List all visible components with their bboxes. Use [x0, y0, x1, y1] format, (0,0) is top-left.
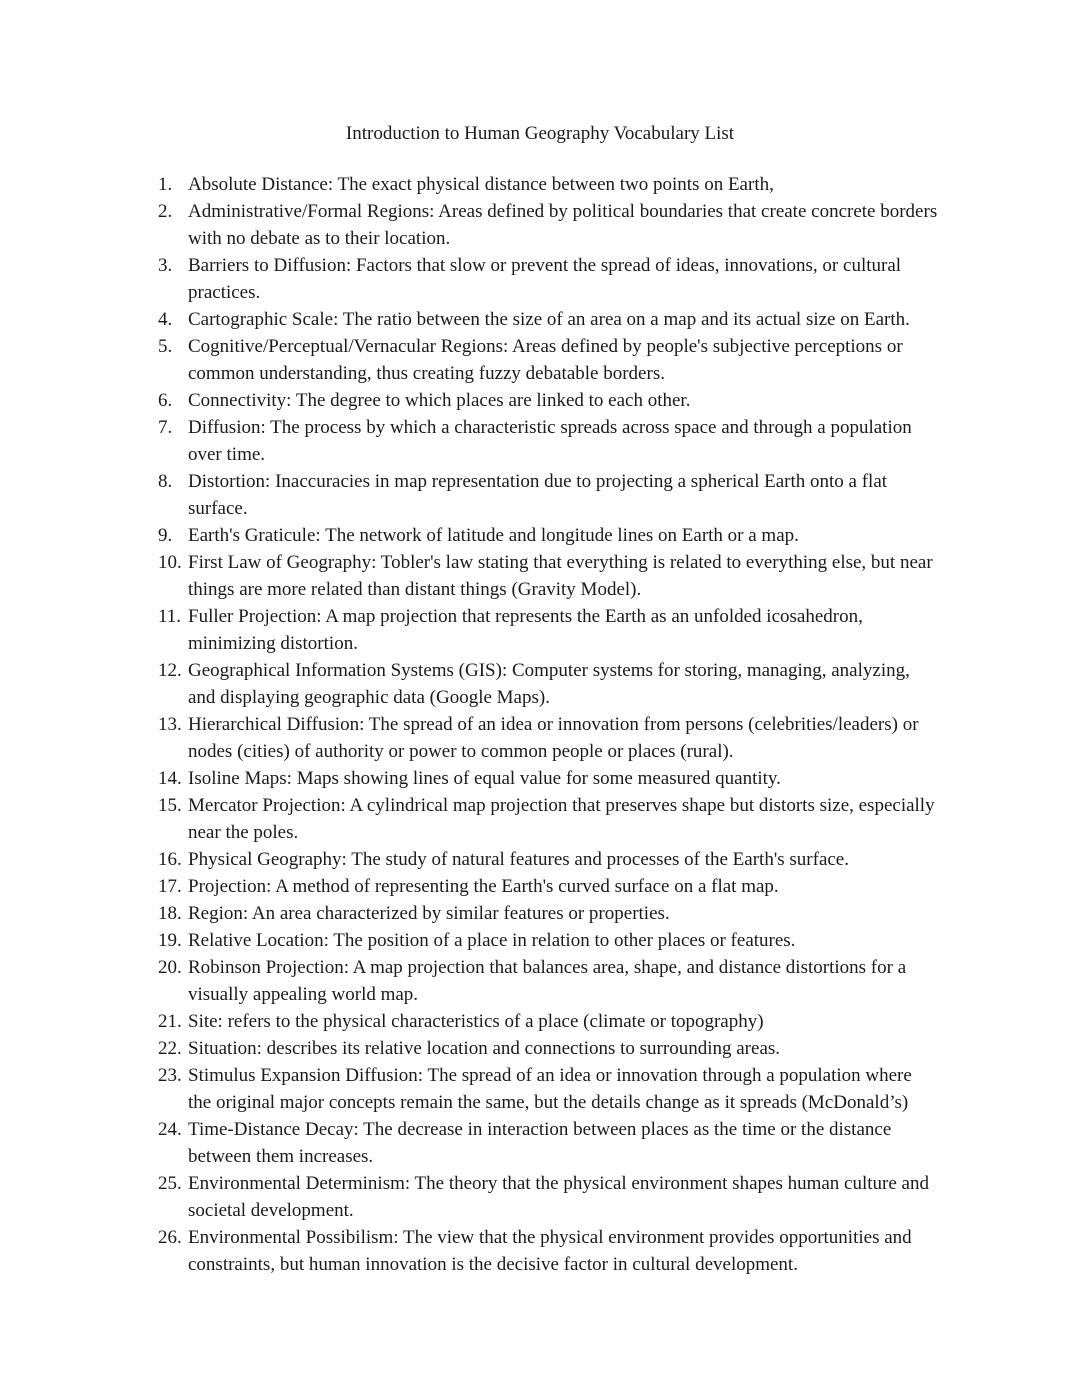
vocab-item-text: Projection: A method of representing the Earth's curved surface on a flat map.	[188, 876, 779, 897]
vocab-list-item	[158, 333, 1080, 387]
vocab-item-text: Administrative/Formal Regions: Areas defined by political boundaries that create concrete borders with no debate as to their location.	[188, 201, 938, 249]
vocab-item-text: Cognitive/Perceptual/Vernacular Regions: Areas defined by people's subjective perceptions or common understanding, thus creating fuzzy debatable borders.	[188, 336, 903, 384]
vocab-item-number: 16.	[158, 849, 182, 870]
vocab-item-number: 19.	[158, 930, 182, 951]
vocab-list-item	[158, 171, 1080, 198]
vocab-item-text: Isoline Maps: Maps showing lines of equal value for some measured quantity.	[188, 768, 781, 789]
vocab-item-number: 5.	[158, 336, 173, 357]
vocab-list-item	[158, 468, 1080, 522]
vocab-item-text: Relative Location: The position of a place in relation to other places or features.	[188, 930, 796, 951]
vocab-list-item	[158, 414, 1080, 468]
vocab-list-item	[158, 1062, 1080, 1116]
vocab-list-item	[158, 846, 1080, 873]
vocab-list-item	[158, 900, 1080, 927]
vocab-item-text: Robinson Projection: A map projection that balances area, shape, and distance distortions for a visually appealing world map.	[188, 957, 907, 1005]
vocab-list-item	[158, 1008, 1080, 1035]
vocab-item-text: Site: refers to the physical characteristics of a place (climate or topography)	[188, 1011, 764, 1032]
vocab-item-number: 8.	[158, 471, 173, 492]
vocab-item-text: Environmental Possibilism: The view that the physical environment provides opportunities and constraints, but human innovation is the decisive factor in cultural development.	[188, 1227, 912, 1275]
vocab-item-text: Mercator Projection: A cylindrical map projection that preserves shape but distorts size, especially near the poles.	[188, 795, 935, 843]
vocab-item-number: 18.	[158, 903, 182, 924]
vocab-item-number: 9.	[158, 525, 173, 546]
vocab-list-item	[158, 549, 1080, 603]
vocab-item-text: Hierarchical Diffusion: The spread of an idea or innovation from persons (celebrities/leaders) or nodes (cities) of authority or power to common people or places (rural).	[188, 714, 919, 762]
vocab-item-number: 11.	[158, 606, 182, 627]
vocab-item-number: 14.	[158, 768, 182, 789]
vocab-list-item	[158, 387, 1080, 414]
vocab-item-number: 1.	[158, 174, 173, 195]
document-title: Introduction to Human Geography Vocabulary List	[345, 123, 735, 144]
vocab-list-item	[158, 792, 1080, 846]
vocab-list-item	[158, 954, 1080, 1008]
vocab-item-number: 23.	[158, 1065, 182, 1086]
vocab-item-number: 25.	[158, 1173, 182, 1194]
vocab-list-item	[158, 1224, 1080, 1278]
vocab-item-text: Geographical Information Systems (GIS): Computer systems for storing, managing, analyzing, and displaying geographic data (Google Maps).	[188, 660, 910, 708]
vocab-item-number: 4.	[158, 309, 173, 330]
vocab-item-text: Cartographic Scale: The ratio between the size of an area on a map and its actual size on Earth.	[188, 309, 910, 330]
vocab-list-item	[158, 522, 1080, 549]
vocab-item-number: 12.	[158, 660, 182, 681]
vocab-list-item	[158, 252, 1080, 306]
vocab-item-text: Absolute Distance: The exact physical distance between two points on Earth,	[188, 174, 774, 195]
vocab-item-text: Fuller Projection: A map projection that represents the Earth as an unfolded icosahedron, minimizing distortion.	[188, 606, 863, 654]
vocab-item-text: First Law of Geography: Tobler's law stating that everything is related to everything else, but near things are more related than distant things (Gravity Model).	[188, 552, 933, 600]
vocab-item-number: 6.	[158, 390, 173, 411]
vocab-item-number: 7.	[158, 417, 173, 438]
vocab-item-number: 13.	[158, 714, 182, 735]
vocab-item-text: Diffusion: The process by which a characteristic spreads across space and through a population over time.	[188, 417, 912, 465]
vocab-item-number: 22.	[158, 1038, 182, 1059]
vocab-item-text: Stimulus Expansion Diffusion: The spread of an idea or innovation through a population where the original major concepts remain the same, but the details change as it spreads (McDonald’s)	[188, 1065, 912, 1113]
vocab-item-number: 20.	[158, 957, 182, 978]
vocab-list-item	[158, 1170, 1080, 1224]
vocabulary-list	[158, 171, 1080, 1278]
vocab-item-text: Barriers to Diffusion: Factors that slow or prevent the spread of ideas, innovations, or cultural practices.	[188, 255, 902, 303]
vocab-list-item	[158, 198, 1080, 252]
vocab-item-number: 2.	[158, 201, 173, 222]
vocab-item-text: Region: An area characterized by similar features or properties.	[188, 903, 670, 924]
vocab-list-item	[158, 1116, 1080, 1170]
vocab-list-item	[158, 873, 1080, 900]
vocab-list-item	[158, 711, 1080, 765]
vocab-item-number: 26.	[158, 1227, 182, 1248]
vocab-list-item	[158, 927, 1080, 954]
vocab-list-item	[158, 765, 1080, 792]
vocab-list-item	[158, 657, 1080, 711]
vocab-list-item	[158, 603, 1080, 657]
vocab-list-item	[158, 1035, 1080, 1062]
vocab-item-text: Environmental Determinism: The theory that the physical environment shapes human culture and societal development.	[188, 1173, 929, 1221]
vocab-item-text: Connectivity: The degree to which places are linked to each other.	[188, 390, 691, 411]
vocab-item-text: Earth's Graticule: The network of latitude and longitude lines on Earth or a map.	[188, 525, 799, 546]
vocab-item-text: Distortion: Inaccuracies in map representation due to projecting a spherical Earth onto a flat surface.	[188, 471, 888, 519]
vocab-item-number: 21.	[158, 1011, 182, 1032]
vocab-item-number: 17.	[158, 876, 182, 897]
vocab-item-text: Physical Geography: The study of natural features and processes of the Earth's surface.	[188, 849, 849, 870]
vocab-list-item	[158, 306, 1080, 333]
vocab-item-number: 3.	[158, 255, 173, 276]
vocab-item-text: Time-Distance Decay: The decrease in interaction between places as the time or the distance between them increases.	[188, 1119, 892, 1167]
vocab-item-number: 10.	[158, 552, 182, 573]
vocab-item-number: 15.	[158, 795, 182, 816]
vocab-item-text: Situation: describes its relative location and connections to surrounding areas.	[188, 1038, 781, 1059]
vocab-item-number: 24.	[158, 1119, 182, 1140]
